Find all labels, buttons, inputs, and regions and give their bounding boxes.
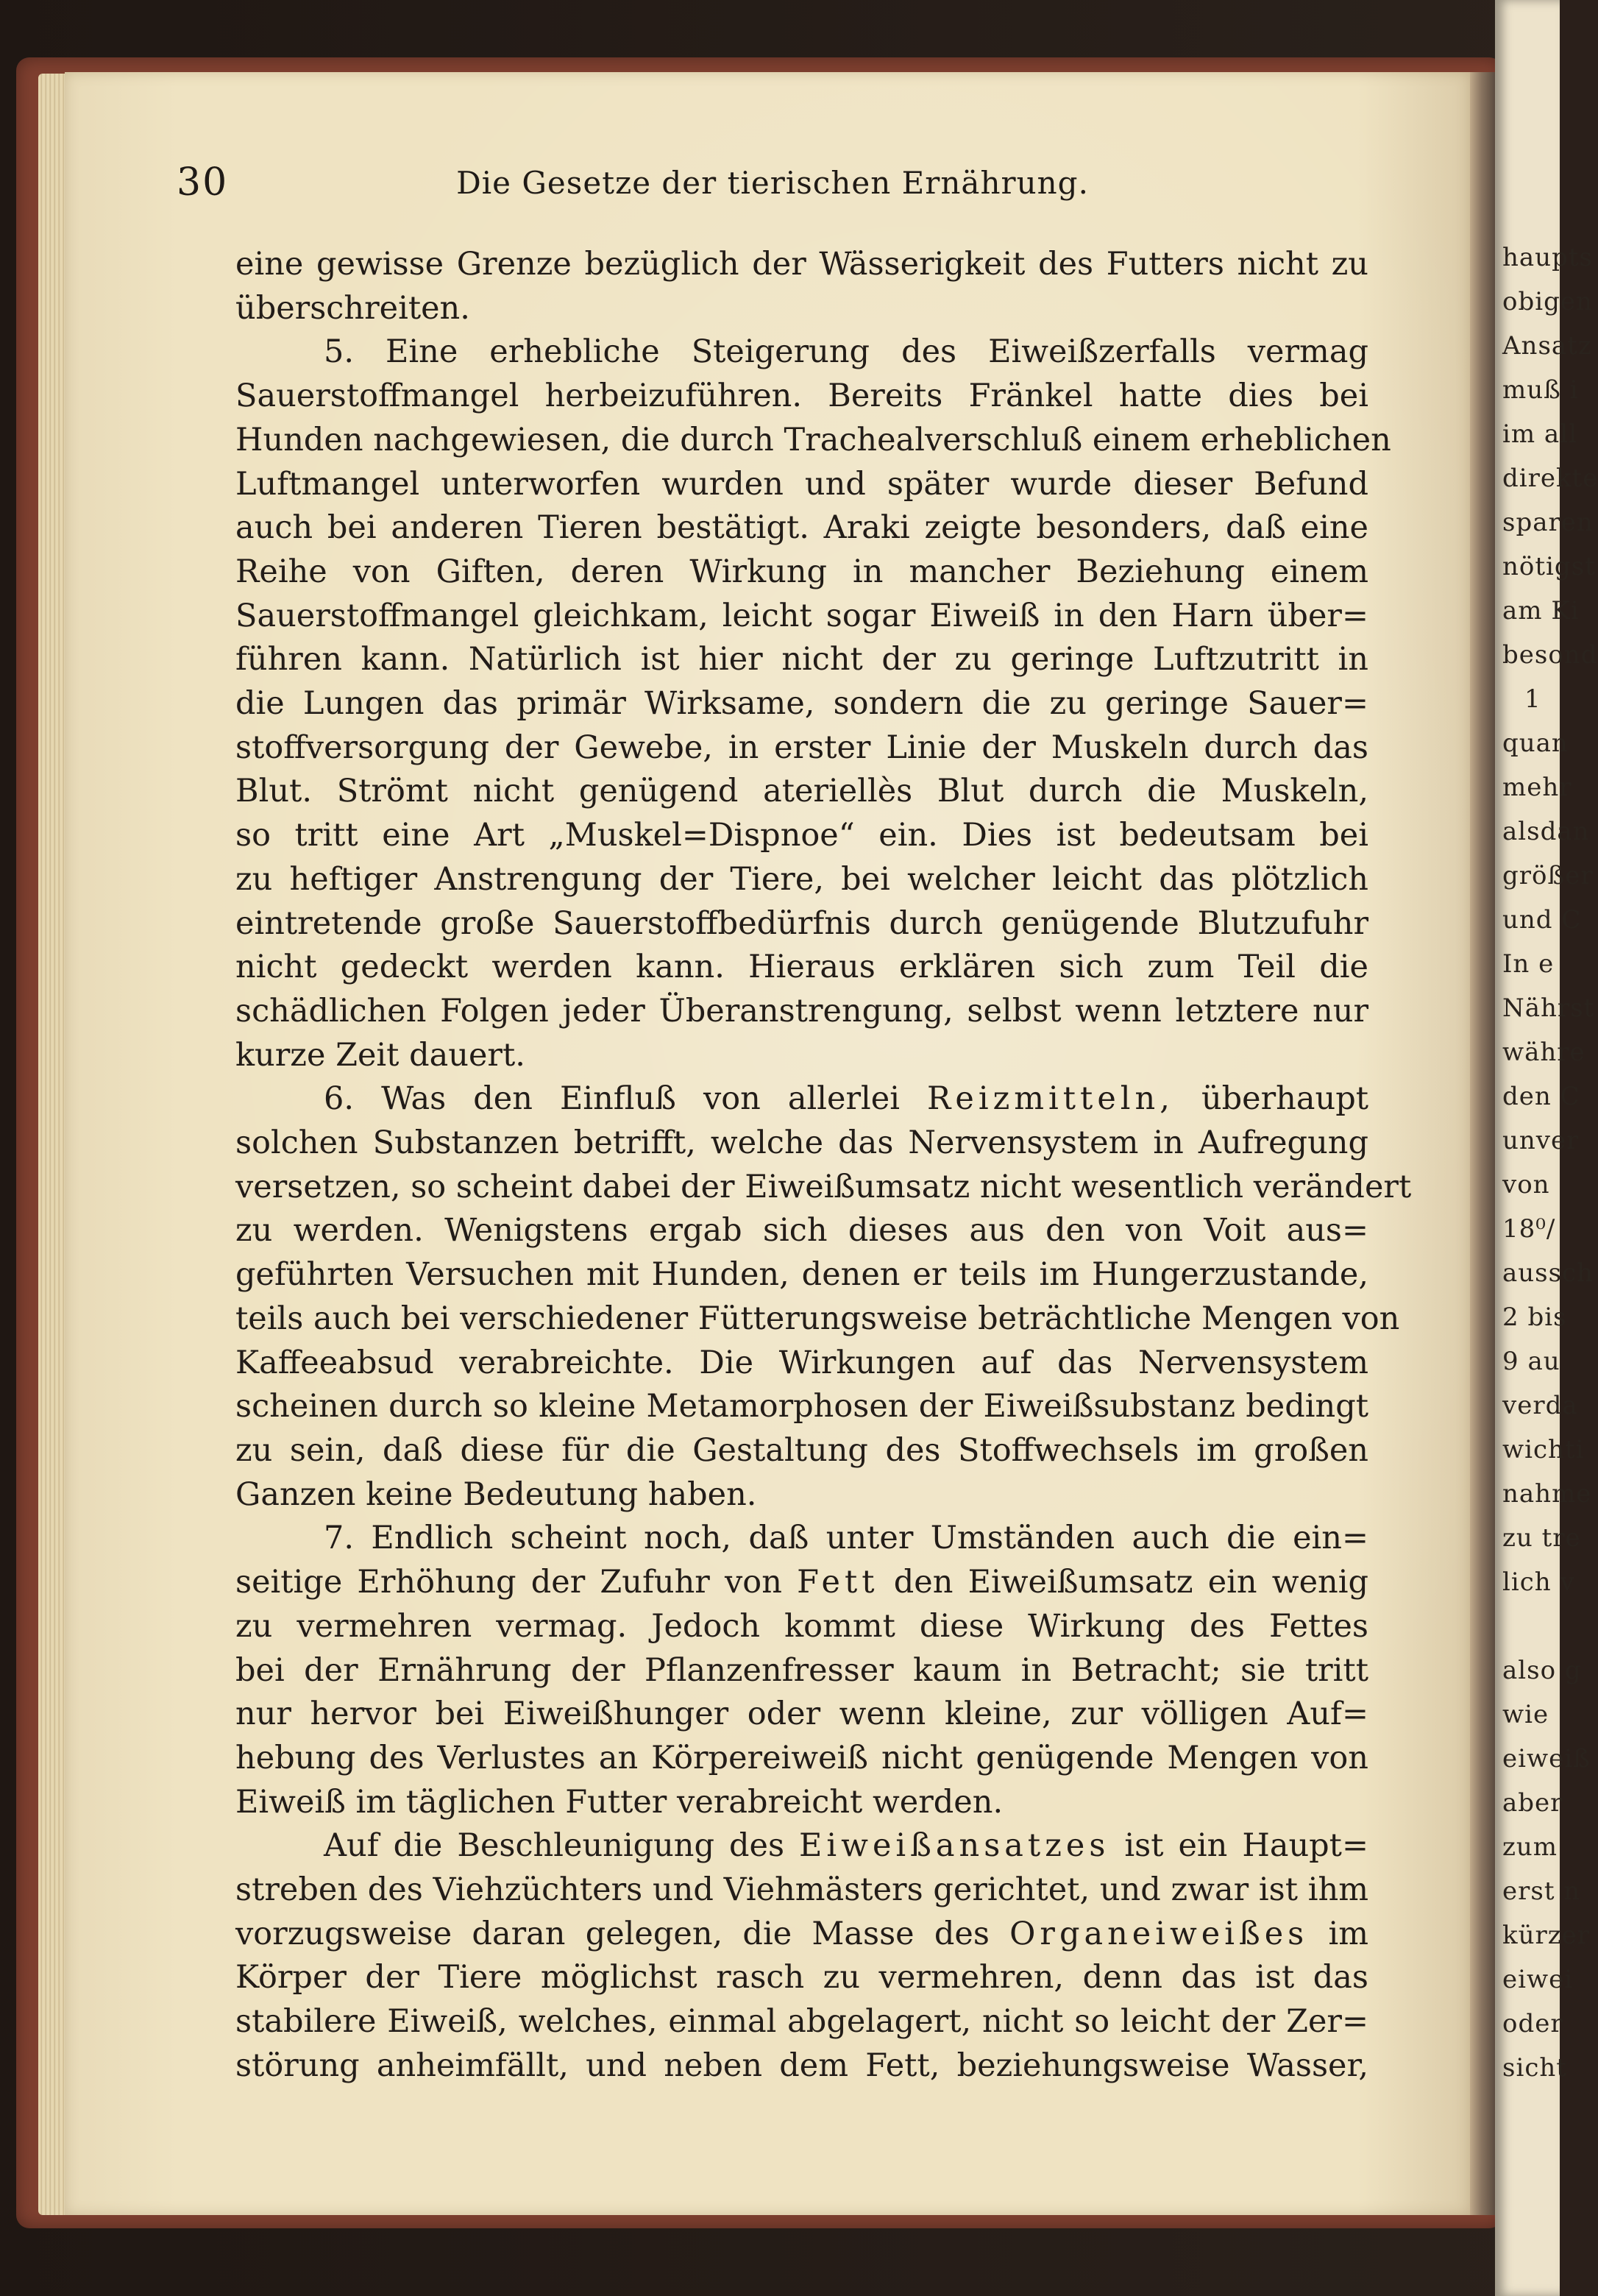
- text-line: geführten Versuchen mit Hunden, denen er teils im Hungerzustande,: [235, 1256, 1368, 1294]
- text-line: streben des Viehzüchters und Viehmästers gerichtet, und zwar ist ihm: [235, 1871, 1368, 1909]
- text-line: solchen Substanzen betrifft, welche das Nervensystem in Aufregung: [235, 1124, 1368, 1162]
- adjacent-fragment: eiwei: [1502, 1965, 1574, 1994]
- text-line: zu vermehren vermag. Jedoch kommt diese Wirkung des Fettes: [235, 1607, 1368, 1645]
- text-line: Kaffeeabsud verabreichte. Die Wirkungen auf das Nervensystem: [235, 1344, 1368, 1381]
- adjacent-fragment: von: [1502, 1170, 1550, 1200]
- text-line: scheinen durch so kleine Metamorphosen der Eiweißsubstanz bedingt: [235, 1388, 1368, 1425]
- adjacent-fragment: und C: [1502, 905, 1582, 935]
- adjacent-fragment: 1: [1524, 684, 1541, 714]
- page-number: 30: [177, 160, 229, 205]
- adjacent-fragment: zu tre: [1502, 1523, 1581, 1553]
- text-line: Ganzen keine Bedeutung haben.: [235, 1475, 757, 1513]
- adjacent-fragment: Ansatz: [1502, 331, 1592, 361]
- adjacent-fragment: also g: [1502, 1656, 1582, 1685]
- adjacent-fragment: direkte: [1502, 464, 1598, 493]
- adjacent-fragment: besond: [1502, 640, 1598, 670]
- text-line: auch bei anderen Tieren bestätigt. Araki zeigte besonders, daß eine: [235, 509, 1368, 547]
- page-header: [177, 160, 1368, 213]
- adjacent-fragment: verda: [1502, 1391, 1578, 1420]
- text-line: [235, 1077, 1368, 1122]
- text-line: zu sein, daß diese für die Gestaltung des Stoffwechsels im großen: [235, 1431, 1368, 1469]
- adjacent-fragment: wie: [1502, 1700, 1549, 1729]
- adjacent-fragment: wichti: [1502, 1435, 1585, 1464]
- text-line: Sauerstoffmangel gleichkam, leicht sogar Eiweiß in den Harn über=: [235, 597, 1368, 634]
- adjacent-fragment: unver: [1502, 1126, 1580, 1155]
- text-line: teils auch bei verschiedener Fütterungsweise beträchtliche Mengen von: [235, 1300, 1400, 1337]
- text-line: hebung des Verlustes an Körpereiweiß nicht genügende Mengen von: [235, 1739, 1368, 1776]
- text-line: störung anheimfällt, und neben dem Fett, beziehungsweise Wasser,: [235, 2047, 1368, 2084]
- adjacent-fragment: nahme: [1502, 1479, 1592, 1509]
- spaced-term: Reizmitteln,: [927, 1080, 1174, 1118]
- text-line: kurze Zeit dauert.: [235, 1036, 525, 1074]
- adjacent-fragment: sparen: [1502, 508, 1594, 537]
- text-line: Luftmangel unterworfen wurden und später wurde dieser Befund: [235, 465, 1368, 503]
- body-text: [235, 243, 1412, 2088]
- adjacent-fragment: eiweiß: [1502, 1744, 1591, 1774]
- adjacent-fragment: am Ki: [1502, 596, 1580, 626]
- adjacent-fragment: im all: [1502, 419, 1577, 449]
- text-line: eintretende große Sauerstoffbedürfnis durch genügende Blutzufuhr: [235, 904, 1368, 942]
- text-fragment: vorzugsweise daran gelegen, die Masse des: [235, 1915, 990, 1952]
- adjacent-fragment: haupts: [1502, 243, 1593, 272]
- text-line: so tritt eine Art „Muskel=Dispnoe“ ein. Dies ist bedeutsam bei: [235, 817, 1368, 854]
- spaced-term: Eiweißansatzes: [799, 1827, 1110, 1865]
- adjacent-fragment: kürzer: [1502, 1921, 1591, 1950]
- page-edges: [38, 74, 66, 2215]
- text-fragment: im: [1328, 1915, 1369, 1952]
- adjacent-fragment: alsdan: [1502, 817, 1590, 846]
- text-fragment: ist ein Haupt=: [1124, 1827, 1368, 1865]
- text-fragment: Auf die Beschleunigung des: [324, 1827, 785, 1865]
- adjacent-fragment: oder: [1502, 2009, 1563, 2038]
- text-fragment: seitige Erhöhung der Zufuhr von: [235, 1564, 782, 1601]
- adjacent-fragment: 18⁰/: [1502, 1214, 1556, 1244]
- adjacent-fragment: den C: [1502, 1082, 1580, 1111]
- adjacent-fragment: erst n: [1502, 1877, 1581, 1906]
- text-line: Blut. Strömt nicht genügend ateriellès Blut durch die Muskeln,: [235, 773, 1368, 810]
- text-line: 7. Endlich scheint noch, daß unter Umständen auch die ein=: [324, 1520, 1368, 1557]
- text-line: Eiweiß im täglichen Futter verabreicht werden.: [235, 1783, 1004, 1821]
- adjacent-fragment: 9 au: [1502, 1347, 1560, 1376]
- text-line: die Lungen das primär Wirksame, sondern die zu geringe Sauer=: [235, 685, 1368, 723]
- text-line: schädlichen Folgen jeder Überanstrengung, selbst wenn letztere nur: [235, 992, 1368, 1030]
- adjacent-fragment: zum: [1502, 1832, 1558, 1862]
- adjacent-fragment: Nährst: [1502, 993, 1595, 1023]
- text-line: Körper der Tiere möglichst rasch zu vermehren, denn das ist das: [235, 1959, 1368, 1996]
- text-line: [235, 1824, 1368, 1868]
- adjacent-fragment: sicht: [1502, 2053, 1567, 2083]
- text-line: [235, 1913, 1368, 1957]
- adjacent-fragment: währe: [1502, 1038, 1585, 1067]
- text-line: Reihe von Giften, deren Wirkung in mancher Beziehung einem: [235, 553, 1368, 590]
- text-line: stoffversorgung der Gewebe, in erster Linie der Muskeln durch das: [235, 729, 1368, 766]
- text-line: [235, 1561, 1368, 1605]
- text-line: überschreiten.: [235, 289, 470, 327]
- text-line: nur hervor bei Eiweißhunger oder wenn kleine, zur völligen Auf=: [235, 1696, 1368, 1733]
- text-line: zu werden. Wenigstens ergab sich dieses aus den von Voit aus=: [235, 1212, 1368, 1250]
- adjacent-fragment: quan: [1502, 729, 1569, 758]
- text-line: eine gewisse Grenze bezüglich der Wässerigkeit des Futters nicht zu: [235, 246, 1368, 283]
- text-line: bei der Ernährung der Pflanzenfresser kaum in Betracht; sie tritt: [235, 1651, 1368, 1689]
- adjacent-fragment: 2 bis: [1502, 1303, 1567, 1332]
- text-line: Sauerstoffmangel herbeizuführen. Bereits Fränkel hatte dies bei: [235, 378, 1368, 415]
- running-head: Die Gesetze der tierischen Ernährung.: [456, 165, 1089, 201]
- adjacent-fragment: obigen: [1502, 287, 1593, 316]
- spaced-term: Fett: [797, 1564, 879, 1601]
- text-line: versetzen, so scheint dabei der Eiweißumsatz nicht wesentlich verändert: [235, 1168, 1412, 1205]
- text-line: führen kann. Natürlich ist hier nicht der zu geringe Luftzutritt in: [235, 641, 1368, 678]
- spaced-term: Organeiweißes: [1009, 1915, 1309, 1952]
- text-line: 5. Eine erhebliche Steigerung des Eiweißzerfalls vermag: [324, 333, 1368, 371]
- text-line: nicht gedeckt werden kann. Hieraus erklären sich zum Teil die: [235, 949, 1368, 986]
- adjacent-fragment: nötigst: [1502, 552, 1596, 581]
- book-gutter: [1470, 72, 1495, 2215]
- text-fragment: den Eiweißumsatz ein wenig: [893, 1564, 1369, 1601]
- adjacent-fragment: aussch: [1502, 1258, 1594, 1288]
- text-line: Hunden nachgewiesen, die durch Trachealverschluß einem erheblichen: [235, 421, 1391, 458]
- adjacent-fragment: muß i: [1502, 375, 1579, 405]
- adjacent-page: [1495, 0, 1598, 2296]
- text-fragment: 6. Was den Einfluß von allerlei: [324, 1080, 900, 1118]
- adjacent-fragment: mehr: [1502, 773, 1572, 802]
- adjacent-fragment: größer: [1502, 861, 1594, 890]
- adjacent-fragment: In e: [1502, 949, 1555, 979]
- text-fragment: überhaupt: [1201, 1080, 1369, 1118]
- adjacent-fragment: aber: [1502, 1788, 1563, 1818]
- text-line: stabilere Eiweiß, welches, einmal abgelagert, nicht so leicht der Zer=: [235, 2003, 1368, 2041]
- text-line: zu heftiger Anstrengung der Tiere, bei welcher leicht das plötzlich: [235, 860, 1368, 898]
- adjacent-fragment: lich v: [1502, 1567, 1575, 1597]
